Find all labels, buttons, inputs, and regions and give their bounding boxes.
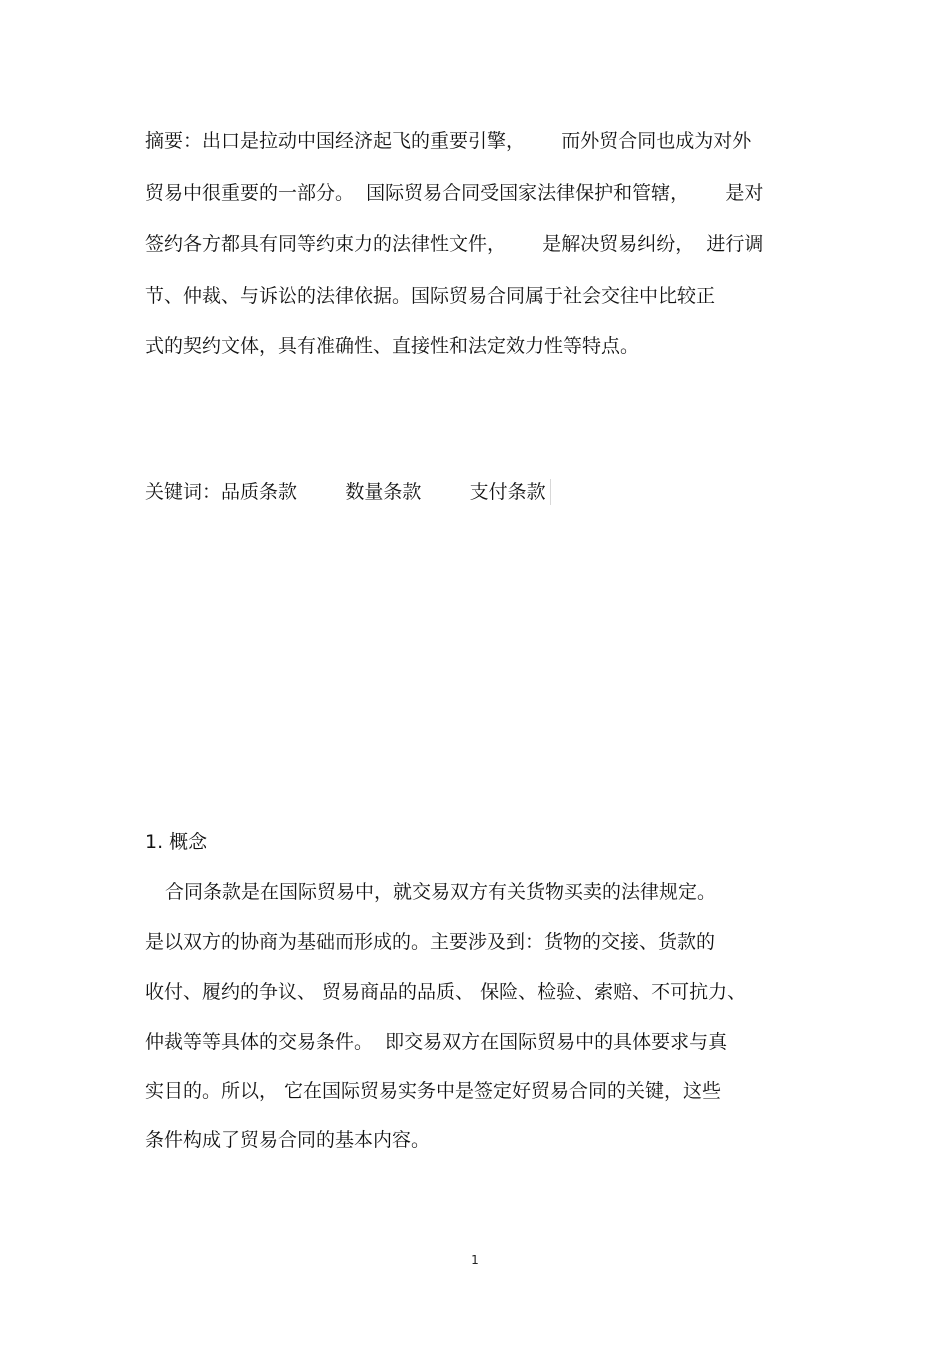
abstract-line: 签约各方都具有同等约束力的法律性文件， 是解决贸易纠纷， 进行调 (145, 233, 764, 255)
page-number: 1 (471, 1253, 479, 1267)
abstract-line: 贸易中很重要的一部分。 国际贸易合同受国家法律保护和管辖， 是对 (145, 182, 764, 204)
section-line: 实目的。所以， 它在国际贸易实务中是签定好贸易合同的关键，这些 (145, 1080, 722, 1102)
section-heading: 1. 概念 (145, 831, 208, 853)
section-line: 收付、履约的争议、 贸易商品的品质、 保险、检验、索赔、不可抗力、 (145, 981, 747, 1003)
section-line: 是以双方的协商为基础而形成的。主要涉及到：货物的交接、货款的 (145, 931, 716, 953)
abstract-line: 节、仲裁、与诉讼的法律依据。国际贸易合同属于社会交往中比较正 (145, 285, 716, 307)
keywords-line: 关键词：品质条款 数量条款 支付条款 (145, 479, 551, 505)
section-line: 条件构成了贸易合同的基本内容。 (145, 1129, 431, 1151)
abstract-line: 式的契约文体，具有准确性、直接性和法定效力性等特点。 (145, 335, 640, 357)
section-line: 仲裁等等具体的交易条件。 即交易双方在国际贸易中的具体要求与真 (145, 1031, 728, 1053)
section-line: 合同条款是在国际贸易中，就交易双方有关货物买卖的法律规定。 (165, 881, 717, 903)
abstract-line: 摘要：出口是拉动中国经济起飞的重要引擎， 而外贸合同也成为对外 (145, 130, 752, 152)
